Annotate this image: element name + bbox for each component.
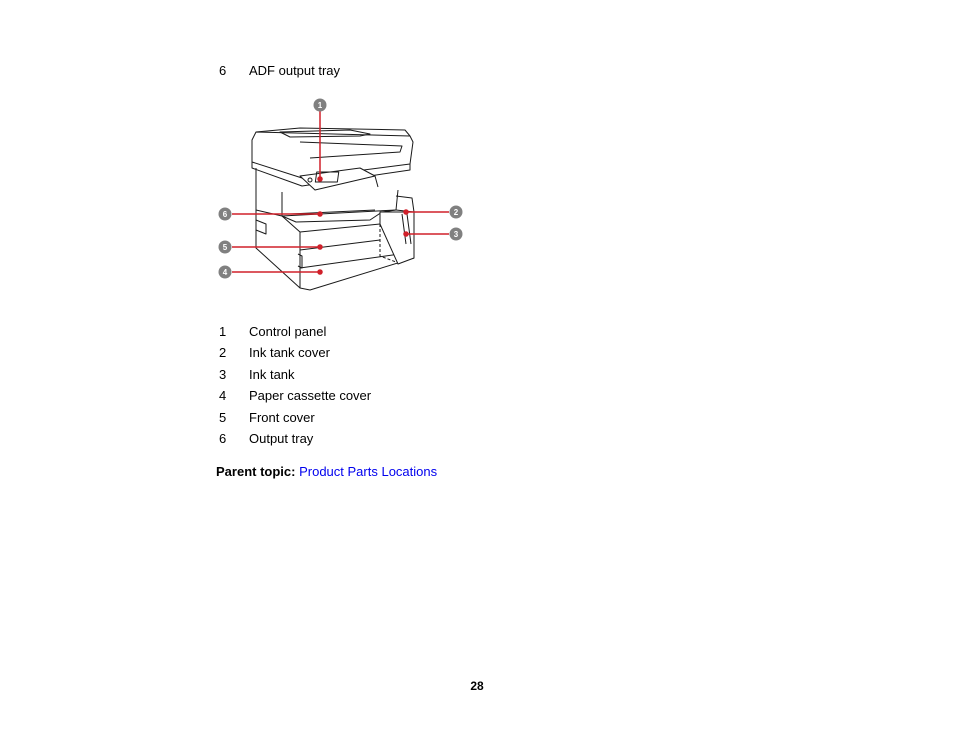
callout-4-badge: [219, 266, 232, 279]
callout-6-badge: [219, 208, 232, 221]
item-number: 2: [219, 345, 227, 360]
parent-topic-link[interactable]: Product Parts Locations: [299, 464, 438, 479]
callout-2-badge: [450, 206, 463, 219]
item-number: 1: [219, 324, 227, 339]
item-number: 4: [219, 388, 227, 403]
svg-text:1: 1: [317, 101, 323, 110]
item-label: ADF output tray: [249, 63, 341, 78]
svg-text:2: 2: [453, 208, 459, 217]
item-number: 6: [219, 431, 227, 446]
item-number: 3: [219, 367, 227, 382]
svg-text:4: 4: [222, 268, 228, 277]
printer-illustration: [252, 128, 414, 290]
item-label: Paper cassette cover: [249, 388, 372, 403]
parent-topic-label: Parent topic:: [216, 464, 296, 479]
callout-1-badge: [314, 99, 327, 112]
item-label: Front cover: [249, 410, 315, 425]
item-label: Ink tank cover: [249, 345, 330, 360]
item-label: Ink tank: [249, 367, 295, 382]
svg-text:5: 5: [222, 243, 228, 252]
svg-text:3: 3: [453, 230, 459, 239]
parent-topic: [216, 463, 437, 481]
callout-3-badge: [450, 228, 463, 241]
svg-text:6: 6: [222, 210, 228, 219]
page-number: 28: [470, 679, 484, 693]
printer-parts-figure: [210, 92, 470, 297]
item-label: Control panel: [249, 324, 327, 339]
item-number: 6: [219, 63, 227, 78]
item-number: 5: [219, 410, 227, 425]
callout-5-badge: [219, 241, 232, 254]
item-label: Output tray: [249, 431, 314, 446]
